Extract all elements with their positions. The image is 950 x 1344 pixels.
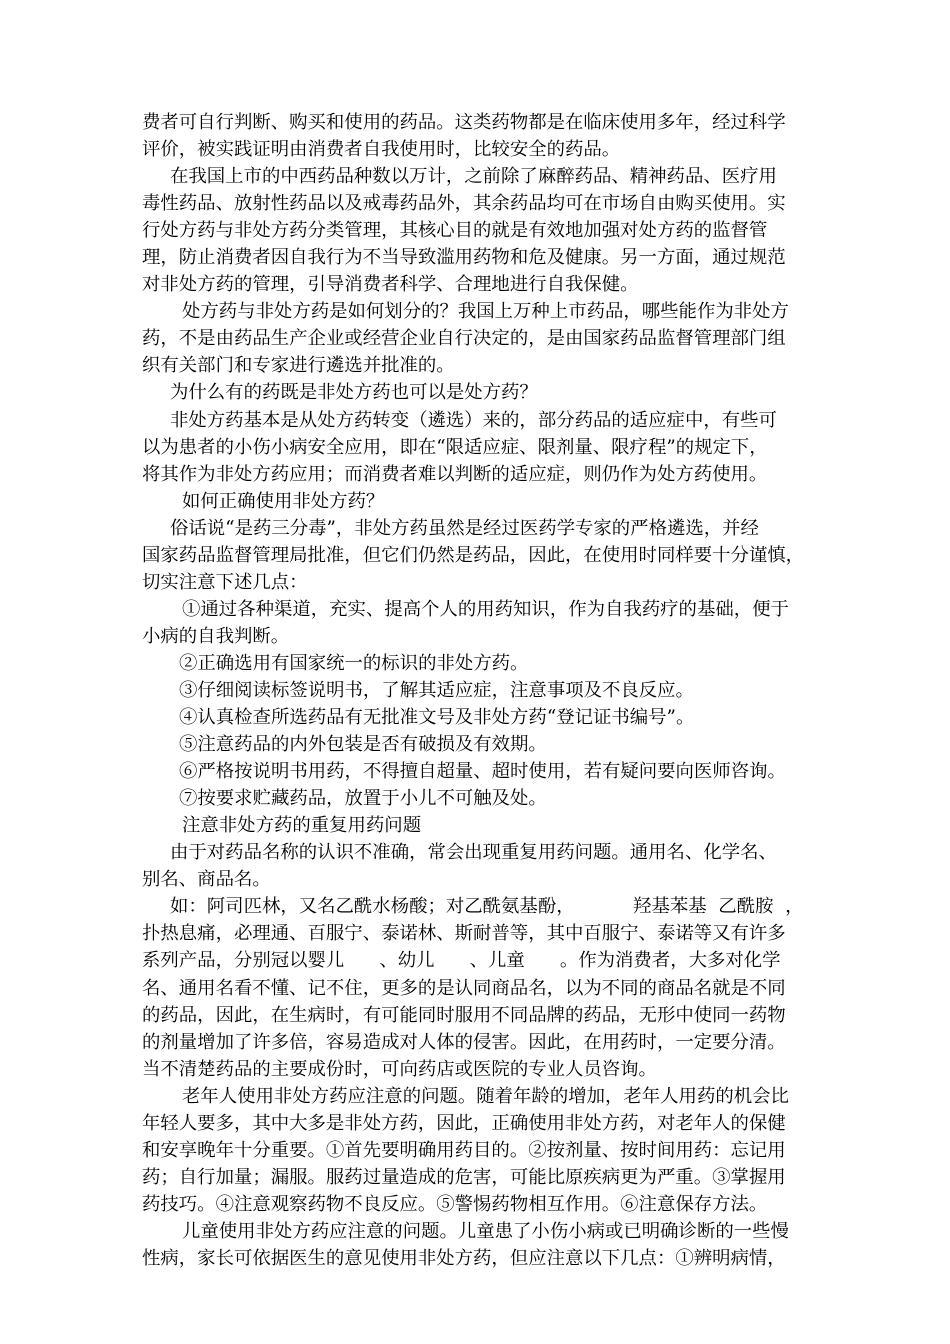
text-line: 和安享晚年十分重要。①首先要明确用药目的。②按剂量、按时间用药：忘记用 [142,1139,786,1161]
text-line: 处方药与非处方药是如何划分的？我国上万种上市药品，哪些能作为非处方 [182,301,789,323]
text-line: ⑦按要求贮藏药品，放置于小儿不可触及处。 [179,788,547,810]
text-line: 当不清楚药品的主要成份时，可向药店或医院的专业人员咨询。 [142,1058,657,1080]
text-line: 为什么有的药既是非处方药也可以是处方药？ [170,382,538,404]
text-line: 小病的自我判断。 [142,625,290,647]
text-line: 毒性药品、放射性药品以及戒毒药品外，其余药品均可在市场自由购买使用。实 [142,193,786,215]
text-line: 如何正确使用非处方药？ [182,490,385,512]
text-line: ⑤注意药品的内外包装是否有破损及有效期。 [179,734,547,756]
text-line: 由于对药品名称的认识不准确，常会出现重复用药问题。通用名、化学名、 [170,842,777,864]
text-line: 年轻人要多，其中大多是非处方药，因此，正确使用非处方药，对老年人的保健 [142,1112,786,1134]
text-line: 的剂量增加了许多倍，容易造成对人体的侵害。因此，在用药时，一定要分清。 [142,1031,786,1053]
text-line: 俗话说“是药三分毒”，非处方药虽然是经过医药学专家的严格遴选，并经 [170,517,759,539]
text-line: 注意非处方药的重复用药问题 [182,815,422,837]
text-line: 国家药品监督管理局批准，但它们仍然是药品，因此，在使用时同样要十分谨慎， [142,544,805,566]
text-line: 药；自行加量；漏服。服药过量造成的危害，可能比原疾病更为严重。③掌握用 [142,1166,786,1188]
text-line: 系列产品，分别冠以婴儿 、幼儿 、儿童 。作为消费者，大多对化学 [142,950,781,972]
text-line: 儿童使用非处方药应注意的问题。儿童患了小伤小病或已明确诊断的一些慢 [182,1220,789,1242]
text-line: ①通过各种渠道，充实、提高个人的用药知识，作为自我药疗的基础，便于 [182,598,789,620]
text-line: ⑥严格按说明书用药，不得擅自超量、超时使用，若有疑问要向医师咨询。 [179,761,786,783]
text-line: 对非处方药的管理，引导消费者科学、合理地进行自我保健。 [142,274,639,296]
document-page [142,109,812,1272]
text-line: 的药品，因此，在生病时，有可能同时服用不同品牌的药品，无形中使同一药物 [142,1004,786,1026]
text-line: 老年人使用非处方药应注意的问题。随着年龄的增加，老年人用药的机会比 [182,1085,789,1107]
text-line: 药技巧。④注意观察药物不良反应。⑤警惕药物相互作用。⑥注意保存方法。 [142,1193,768,1215]
text-line: ④认真检查所选药品有无批准文号及非处方药“登记证书编号”。 [179,707,695,729]
text-line: 在我国上市的中西药品种数以万计，之前除了麻醉药品、精神药品、医疗用 [170,166,777,188]
text-line: 费者可自行判断、购买和使用的药品。这类药物都是在临床使用多年，经过科学 [142,112,786,133]
text-line: 行处方药与非处方药分类管理，其核心目的就是有效地加强对处方药的监督管 [142,220,768,242]
text-line: ③仔细阅读标签说明书，了解其适应症，注意事项及不良反应。 [179,679,694,701]
text-line: 名、通用名看不懂、记不住，更多的是认同商品名，以为不同的商品名就是不同 [142,977,786,999]
text-line: 评价，被实践证明由消费者自我使用时，比较安全的药品。 [142,139,621,161]
text-line: 性病，家长可依据医生的意见使用非处方药，但应注意以下几点：①辨明病情， [142,1247,786,1269]
text-line: 理，防止消费者因自我行为不当导致滥用药物和危及健康。另一方面，通过规范 [142,247,786,269]
text-line: 切实注意下述几点： [142,571,308,593]
text-line: 药，不是由药品生产企业或经营企业自行决定的，是由国家药品监督管理部门组 [142,328,786,350]
text-line: 以为患者的小伤小病安全应用，即在“限适应症、限剂量、限疗程”的规定下， [142,436,768,458]
text-line: 别名、商品名。 [142,869,271,891]
text-line: 织有关部门和专家进行遴选并批准的。 [142,355,455,377]
text-line: 扑热息痛，必理通、百服宁、泰诺林、斯耐普等，其中百服宁、泰诺等又有许多 [142,923,786,945]
text-line: 如：阿司匹林，又名乙酰水杨酸；对乙酰氨基酚， 羟基苯基 乙酰胺 ， [170,896,804,918]
text-line: ②正确选用有国家统一的标识的非处方药。 [179,652,529,674]
text-line: 非处方药基本是从处方药转变（遴选）来的，部分药品的适应症中，有些可 [170,409,777,431]
text-line: 将其作为非处方药应用；而消费者难以判断的适应症，则仍作为处方药使用。 [142,463,768,485]
